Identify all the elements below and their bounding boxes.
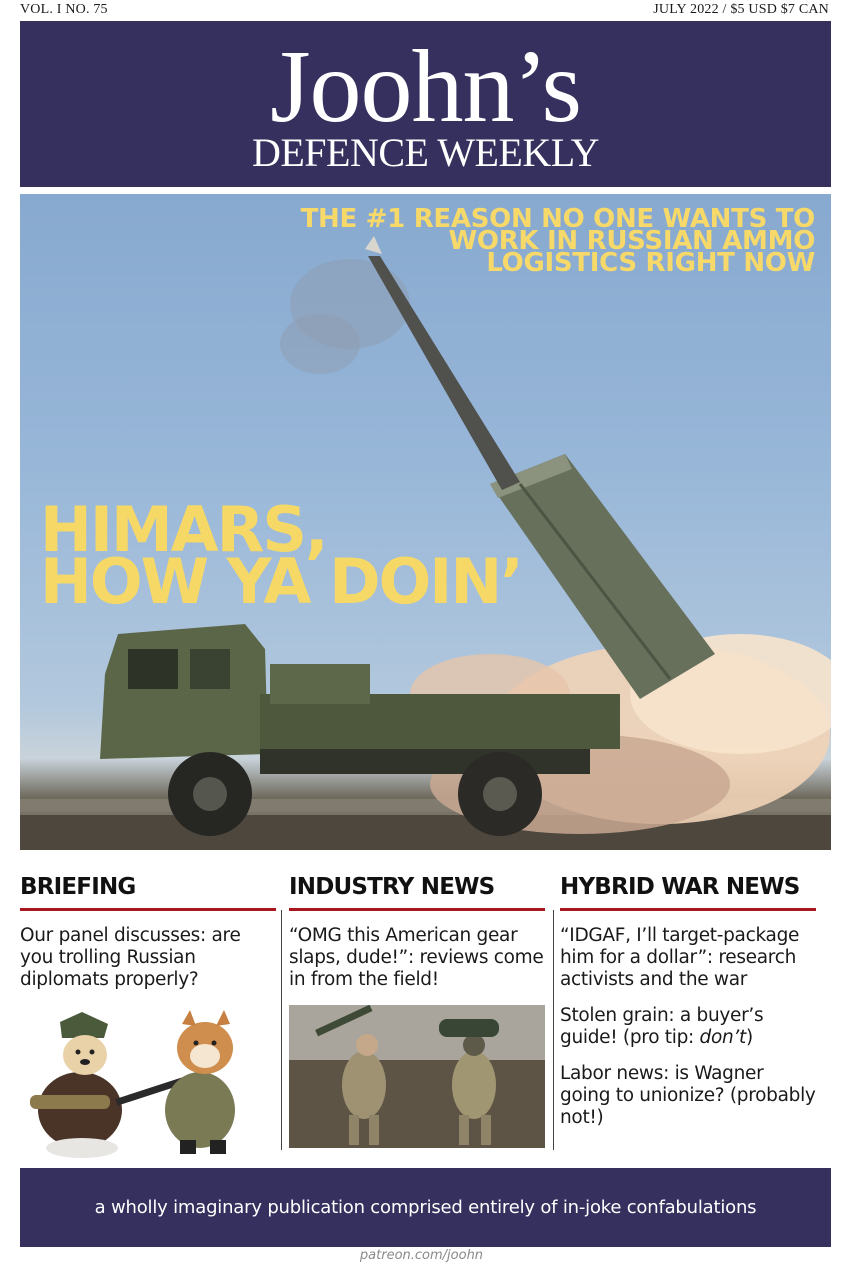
masthead: [20, 21, 831, 187]
hybrid-rule: [560, 908, 816, 911]
briefing-story: Our panel discusses: are you trolling Russian diplomats properly?: [20, 925, 241, 990]
hybrid-story-1: “IDGAF, I’ll target-package him for a dollar”: research activists and the war: [560, 925, 800, 990]
cover-photo: [20, 194, 831, 850]
soldiers-photo: [289, 1005, 545, 1148]
issue-line: [20, 0, 829, 20]
hybrid-story-3: Labor news: is Wagner going to unionize? (probably not!): [560, 1063, 816, 1128]
issue-date-price: JULY 2022 / $5 USD $7 CAN: [653, 2, 829, 17]
column-divider: [281, 910, 282, 1150]
footer-band: [20, 1168, 831, 1247]
cover-headline-line2: HOW YA DOIN’: [40, 545, 522, 618]
briefing-rule: [20, 908, 276, 911]
cover-headline: [40, 493, 640, 618]
briefing-column: [20, 868, 276, 1156]
hybrid-war-column: [560, 868, 816, 1156]
briefing-heading: BRIEFING: [20, 874, 136, 900]
hybrid-heading: HYBRID WAR NEWS: [560, 874, 800, 900]
industry-heading: INDUSTRY NEWS: [289, 874, 495, 900]
magazine-subtitle: DEFENCE WEEKLY: [251, 130, 600, 175]
feature-columns: [20, 868, 831, 1156]
industry-column: [289, 868, 545, 1156]
hybrid-story-2-emphasis: don’t: [699, 1027, 746, 1048]
footer-tagline: a wholly imaginary publication comprised entirely of in-joke confabulations: [94, 1197, 757, 1218]
patreon-link[interactable]: patreon.com/joohn: [359, 1248, 484, 1263]
hybrid-story-2: [560, 1005, 816, 1049]
industry-rule: [289, 908, 545, 911]
magazine-title: Joohn’s: [270, 29, 581, 144]
issue-volume: VOL. I NO. 75: [20, 2, 108, 17]
hybrid-story-2-text: Stolen grain: a buyer’s guide! (pro tip:: [560, 1005, 764, 1048]
industry-story: “OMG this American gear slaps, dude!”: reviews come in from the field!: [289, 925, 544, 990]
hybrid-story-2-end: ): [745, 1027, 753, 1048]
column-divider: [553, 910, 554, 1150]
cover-tagline: THE #1 REASON NO ONE WANTS TO WORK IN RUSSIAN AMMO LOGISTICS RIGHT NOW: [300, 204, 815, 278]
cartoon-dogs-illustration: [20, 1010, 260, 1160]
cover-headline-line1: HIMARS,: [40, 493, 327, 566]
